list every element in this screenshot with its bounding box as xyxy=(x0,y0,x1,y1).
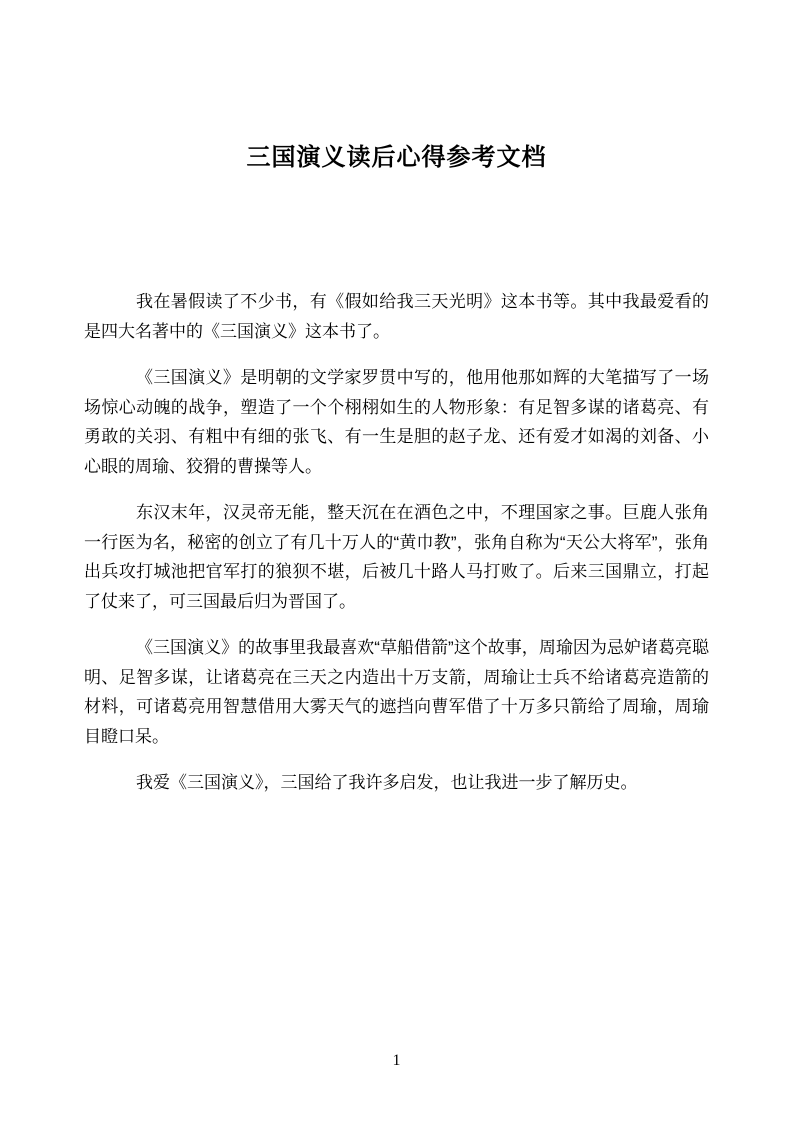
paragraph-intro: 我在暑假读了不少书，有《假如给我三天光明》这本书等。其中我最爱看的是四大名著中的《三国演义》这本书了。 xyxy=(84,292,709,341)
document-body xyxy=(84,287,709,815)
paragraph-favorite-story: 《三国演义》的故事里我最喜欢“草船借箭”这个故事，周瑜因为忌妒诸葛亮聪明、足智多谋，让诸葛亮在三天之内造出十万支箭，周瑜让士兵不给诸葛亮造箭的材料，可诸葛亮用智慧借用大雾天气的遮挡向曹军借了十万多只箭给了周瑜，周瑜目瞪口呆。 xyxy=(84,638,709,746)
paragraph-conclusion: 我爱《三国演义》，三国给了我许多启发，也让我进一步了解历史。 xyxy=(136,773,638,792)
document-title: 三国演义读后心得参考文档 xyxy=(246,144,547,171)
paragraph-history: 东汉末年，汉灵帝无能，整天沉在在酒色之中，不理国家之事。巨鹿人张角一行医为名，秘密的创立了有几十万人的“黄巾教”，张角自称为“天公大将军”，张角出兵攻打城池把官军打的狼狈不堪，后被几十路人马打败了。后来三国鼎立，打起了仗来了，可三国最后归为晋国了。 xyxy=(84,503,709,611)
paragraph-characters: 《三国演义》是明朝的文学家罗贯中写的，他用他那如辉的大笔描写了一场场惊心动魄的战争，塑造了一个个栩栩如生的人物形象：有足智多谋的诸葛亮、有勇敢的关羽、有粗中有细的张飞、有一生是胆的赵子龙、还有爱才如渴的刘备、小心眼的周瑜、狡猾的曹操等人。 xyxy=(84,368,709,476)
page-number: 1 xyxy=(392,1052,401,1069)
